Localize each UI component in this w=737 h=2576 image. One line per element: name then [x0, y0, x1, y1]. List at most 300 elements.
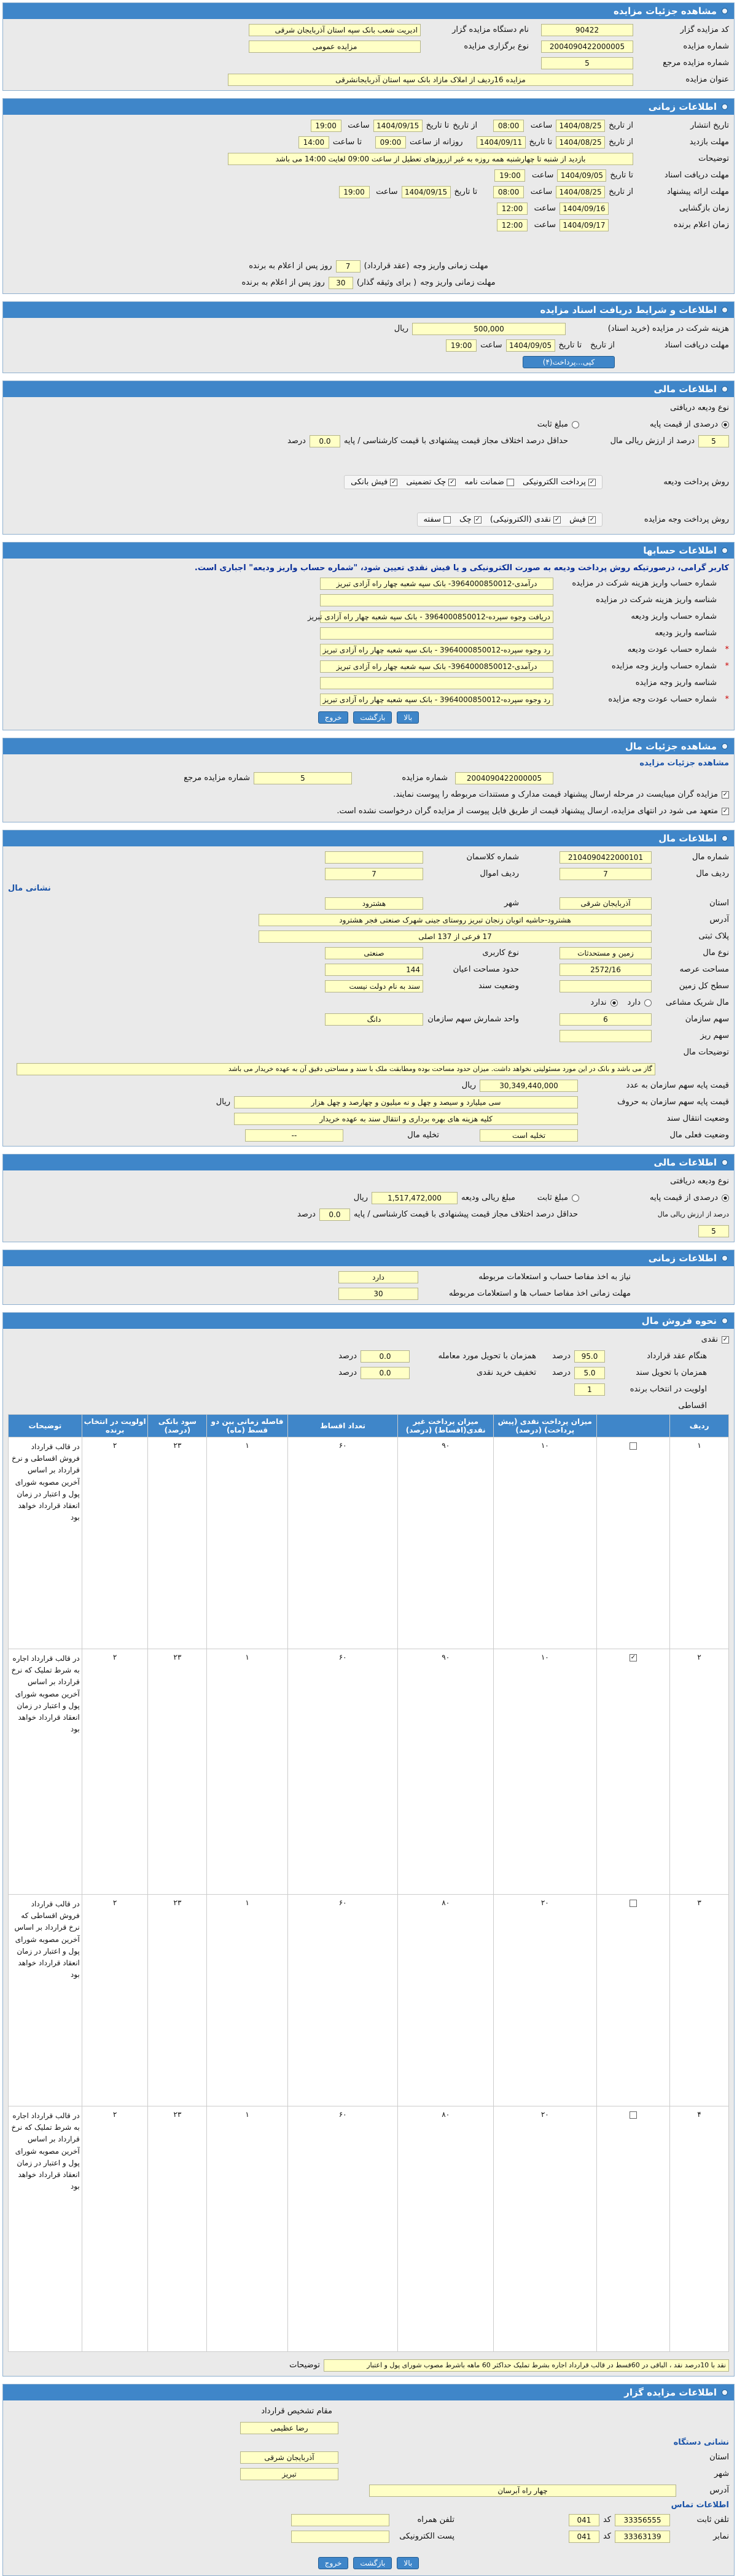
- bank-profit: ۲۳: [148, 1437, 207, 1649]
- label: روش پرداخت ودیعه: [663, 478, 729, 487]
- bank-profit: ۲۳: [148, 1649, 207, 1895]
- row-description: در قالب قرارداد اجاره به شرط تملیک که نرخ قرارداد بر اساس آخرین مصوبه شورای پول و اعتبار در زمان انعقاد قرارداد خواهد بود: [9, 1649, 82, 1895]
- min-diff-field: 0.0: [310, 435, 340, 447]
- label: درصد: [338, 1368, 357, 1377]
- label: روش پرداخت وجه مزایده: [644, 515, 729, 524]
- return-button[interactable]: بازگشت: [353, 711, 392, 724]
- label: ( برای وثیقه گذار): [356, 278, 417, 287]
- label: قیمت پایه سهم سازمان به حروف: [617, 1097, 729, 1107]
- item-financial-section: [2, 1154, 735, 1242]
- section-title: اطلاعات زمانی: [648, 101, 717, 112]
- city-field: هشترود: [325, 897, 423, 910]
- label: نوع ودیعه دریافتی: [670, 1177, 729, 1186]
- registry-plate-field: 17 فرعی از 137 اصلی: [259, 930, 652, 943]
- checkbox[interactable]: [443, 516, 451, 524]
- condition-text: متعهد می شود در انتهای مزایده، ارسال پیشنهاد قیمت از طریق فایل پیوست از مزایده گران درخواست نشده است.: [337, 806, 718, 816]
- section-bullet-icon: [722, 104, 728, 110]
- offer-from-date: 1404/08/25: [556, 186, 605, 198]
- section-bullet-icon: [722, 835, 728, 841]
- label: کد مزایده گزار: [680, 25, 729, 34]
- auction-details-section: [2, 2, 735, 91]
- label: شماره مزایده مرجع: [663, 58, 729, 68]
- item-info-section: [2, 830, 735, 1147]
- label: هزینه شرکت در مزایده (خرید اسناد): [607, 324, 729, 333]
- auctioneer-code-field: 90422: [541, 24, 633, 36]
- doc-conditions-section: [2, 301, 735, 373]
- doc-to-time: 19:00: [446, 339, 477, 352]
- section-bullet-icon: [722, 386, 728, 392]
- label: مهلت زمانی واریز وجه: [413, 261, 488, 271]
- label: سطح کل زمین: [679, 981, 729, 991]
- label: ساعت: [534, 220, 556, 230]
- clearance-deadline-field: 30: [338, 1288, 418, 1300]
- sale-account-field: درآمدی-3964000850012- بانک سپه شعبه چهار راه آزادی تبریز: [320, 660, 553, 673]
- priority: ۲: [82, 2106, 148, 2352]
- auction-number-field: 2004090422000005: [541, 41, 633, 53]
- label: توضیحات: [289, 2361, 320, 2370]
- section-title: اطلاعات مال: [658, 833, 717, 844]
- table-row: [9, 1895, 729, 2106]
- checkbox[interactable]: ✓: [391, 478, 397, 485]
- item-number-field: 2104090422000101: [560, 851, 652, 864]
- label: ساعت: [480, 341, 502, 350]
- label: ساعت: [534, 204, 556, 213]
- min-diff-field: 0.0: [319, 1209, 350, 1221]
- building-area-field: 144: [325, 964, 423, 976]
- shared-no-radio[interactable]: [610, 999, 618, 1007]
- label: تخلیه مال: [407, 1131, 439, 1140]
- section-title: مشاهده جزئیات مزایده: [613, 6, 717, 17]
- label: شماره حساب واریز هزینه شرکت در مزایده: [572, 579, 717, 588]
- label: شماره مال: [692, 853, 729, 862]
- column-header: [596, 1415, 670, 1437]
- checkbox[interactable]: ✓: [722, 791, 728, 798]
- label: روز پس از اعلام به برنده: [249, 261, 332, 271]
- sale-pay-methods: [417, 512, 602, 527]
- auction-type-field: مزایده عمومی: [249, 41, 421, 53]
- label: مهلت زمانی اخذ مفاصا حساب ها و استعلامات مربوطه: [448, 1289, 631, 1298]
- publish-to-date: 1404/09/15: [373, 120, 423, 132]
- label: روزانه از ساعت: [409, 137, 463, 147]
- financial-info-section: [2, 381, 735, 535]
- label: نقدی (الکترونیکی): [489, 515, 551, 524]
- label: شناسه واریز ودیعه: [655, 629, 717, 638]
- label: حداقل درصد اختلاف مجاز قیمت پیشنهادی با قیمت کارشناسی / پایه: [343, 436, 568, 446]
- doc-deadline-time: 19:00: [494, 169, 525, 182]
- label: حدود مساحت اعیان: [453, 965, 519, 974]
- label: مبلغ ثابت: [537, 420, 568, 429]
- label: مبلغ ریالی ودیعه: [461, 1193, 515, 1202]
- label: تا ساعت: [332, 137, 362, 147]
- label: شهر: [714, 2469, 729, 2478]
- label: ریال: [461, 1081, 476, 1090]
- top-button[interactable]: بالا: [397, 2557, 419, 2569]
- label: درصد از ارزش ریالی مال: [657, 1210, 729, 1218]
- label: نوع برگزاری مزایده: [464, 42, 529, 51]
- deposit-fixed-radio[interactable]: [572, 421, 579, 428]
- visit-daily-from: 09:00: [375, 136, 406, 149]
- label: درصد: [297, 1210, 316, 1219]
- required-star-icon: *: [725, 645, 729, 654]
- column-header: توضیحات: [9, 1415, 82, 1437]
- label: پست الکترونیکی: [399, 2532, 454, 2541]
- checkbox[interactable]: [507, 479, 514, 486]
- label: عنوان مزایده: [685, 75, 729, 84]
- noncash-percent: ۹۰: [398, 1437, 494, 1649]
- publish-from-time: 08:00: [493, 120, 524, 132]
- label: مساحت عرصه: [679, 965, 729, 974]
- priority: ۲: [82, 1895, 148, 2106]
- installments-table: [8, 1414, 729, 2352]
- checkbox[interactable]: ✓: [630, 1654, 636, 1661]
- label: توضیحات: [698, 154, 729, 163]
- label: سهم سازمان: [685, 1015, 729, 1024]
- return-button[interactable]: بازگشت: [353, 2557, 392, 2569]
- section-title: اطلاعات مزایده گزار: [624, 2387, 717, 2398]
- noncash-percent: ۸۰: [398, 2106, 494, 2352]
- province-field: آذربایجان شرقی: [240, 2451, 338, 2464]
- address-field: هشترود-حاشیه اتوبان زنجان تبریز روستای جینی شهرک صنعتی فجر هشترود: [259, 914, 652, 926]
- label: ریال: [353, 1193, 368, 1202]
- total-area-field: [560, 980, 652, 992]
- announce-date: 1404/09/17: [560, 219, 609, 231]
- deposit-percent-field: 5: [698, 1225, 729, 1237]
- delivery-percent-field: 0.0: [361, 1350, 410, 1363]
- label: تا تاریخ: [558, 341, 582, 350]
- exit-button[interactable]: خروج: [318, 711, 349, 724]
- doc-to-date: 1404/09/05: [506, 339, 555, 352]
- column-header: اولویت در انتخاب برنده: [82, 1415, 148, 1437]
- item-details-section: [2, 738, 735, 822]
- noncash-percent: ۹۰: [398, 1649, 494, 1895]
- label: اولویت در انتخاب برنده: [630, 1385, 707, 1394]
- auction-subject-field: مزایده 16ردیف از املاک مازاد بانک سپه استان آذربایجانشرقی: [228, 74, 633, 86]
- section-bullet-icon: [722, 1318, 728, 1324]
- publish-to-time: 19:00: [311, 120, 341, 132]
- label: مهلت دریافت اسناد: [664, 341, 729, 350]
- offer-to-date: 1404/09/15: [402, 186, 451, 198]
- label: درصد: [338, 1352, 357, 1361]
- label: مهلت دریافت اسناد: [664, 171, 729, 180]
- label: کد: [602, 2532, 611, 2541]
- section-bullet-icon: [722, 743, 728, 749]
- sale-id-field: [320, 677, 553, 689]
- label: همزمان با تحویل سند: [636, 1368, 707, 1377]
- label: از تاریخ: [590, 341, 615, 350]
- label: ندارد: [590, 998, 607, 1007]
- label: شناسه واریز هزینه شرکت در مزایده: [596, 595, 717, 605]
- label: مهلت زمانی واریز وجه: [420, 278, 496, 287]
- item-time-section: [2, 1250, 735, 1305]
- deposit-percent-radio[interactable]: [722, 421, 729, 428]
- accounts-section: [2, 542, 735, 730]
- label: شماره حساب واریز وجه مزایده: [611, 662, 717, 671]
- installment-gap: ۱: [207, 1649, 288, 1895]
- contract-percent-field: 95.0: [574, 1350, 605, 1363]
- section-title: اطلاعات مالی: [653, 384, 717, 395]
- installment-gap: ۱: [207, 1437, 288, 1649]
- checkbox[interactable]: ✓: [589, 516, 595, 523]
- subsection-title: مشاهده جزئیات مزایده: [639, 759, 729, 768]
- bank-profit: ۲۳: [148, 1895, 207, 2106]
- label: شهر: [504, 899, 519, 908]
- contract-authority-field: رضا عظیمی: [240, 2422, 338, 2434]
- mobile-field: [291, 2514, 389, 2526]
- label: وضعیت فعلی مال: [669, 1131, 729, 1140]
- class-number-field: [325, 851, 423, 864]
- label: نیاز به اخذ مفاصا حساب و استعلامات مربوطه: [478, 1272, 631, 1282]
- checkbox[interactable]: ✓: [475, 516, 481, 523]
- label: کد: [602, 2515, 611, 2524]
- sale-return-field: رد وجوه سپرده-3964000850012 - بانک سپه شعبه چهار راه آزادی تبریز: [320, 694, 553, 706]
- fax-field: 33363139: [615, 2531, 670, 2543]
- publish-from-date: 1404/08/25: [556, 120, 605, 132]
- current-status-field: تخلیه است: [480, 1129, 578, 1142]
- clearance-needed-field: دارد: [338, 1271, 418, 1283]
- visit-daily-to: 14:00: [298, 136, 329, 149]
- sale-notes-field: نقد با 10درصد نقد ، الباقی در 60قسط در قالب قرارداد اجاره بشرط تملیک حداکثر 60 ماهه باشرط مصوب شورای پول و اعتبار: [324, 2359, 729, 2372]
- label: شماره حساب عودت ودیعه: [627, 645, 717, 654]
- row-description: در قالب قرارداد فروش اقساطی و نرخ قرارداد بر اساس آخرین مصوبه شورای پول و اعتبار در زمان انعقاد قرارداد خواهد بود: [9, 1437, 82, 1649]
- opening-time: 12:00: [497, 203, 528, 215]
- sub-share-field: [560, 1030, 652, 1042]
- section-title: اطلاعات و شرایط دریافت اسناد مزایده: [540, 304, 717, 315]
- row-number: ۳: [670, 1895, 729, 2106]
- label: شماره مزایده: [402, 773, 448, 783]
- copy-payment-button[interactable]: کپی...پرداخت(۴): [523, 356, 615, 368]
- offer-from-time: 08:00: [493, 186, 524, 198]
- usage-type-field: صنعتی: [325, 947, 423, 959]
- announce-time: 12:00: [497, 219, 528, 231]
- column-header: سود بانکی (درصد): [148, 1415, 207, 1437]
- label: تلفن همراه: [417, 2515, 454, 2524]
- section-title: نحوه فروش مال: [641, 1315, 717, 1326]
- installment-count: ۶۰: [287, 2106, 398, 2352]
- visit-to-date: 1404/09/11: [477, 136, 526, 149]
- share-unit-field: دانگ: [325, 1013, 423, 1026]
- label: نمابر: [713, 2532, 729, 2541]
- label: سفته: [423, 515, 441, 524]
- row-number: ۴: [670, 2106, 729, 2352]
- label: از تاریخ: [609, 121, 633, 130]
- deed-status-field: سند به نام دولت نیست: [325, 980, 423, 992]
- label: درصد: [552, 1352, 571, 1361]
- label: آدرس: [709, 915, 729, 924]
- item-type-field: زمین و مستحدثات: [560, 947, 652, 959]
- accounts-notice: کاربر گرامی، درصورتیکه روش پرداخت ودیعه به صورت الکترونیکی و یا فیش نقدی تعیین شود، "شماره حساب واریز ودیعه" اجباری است.: [194, 563, 729, 573]
- org-name-field: ادیریت شعب بانک سپه استان آذربایجان شرقی: [249, 24, 421, 36]
- ref-number-field: 5: [541, 57, 633, 69]
- checkbox[interactable]: ✓: [554, 516, 560, 523]
- province-field: آذربایجان شرقی: [560, 897, 652, 910]
- noncash-percent: ۸۰: [398, 1895, 494, 2106]
- cash-percent: ۱۰: [494, 1437, 597, 1649]
- sale-method-section: [2, 1312, 735, 2377]
- label: مهلت بازدید: [689, 137, 729, 147]
- label: درصد از ارزش ریالی مال: [610, 436, 695, 446]
- label: شناسه واریز وجه مزایده: [635, 678, 717, 687]
- ref-number-field: 5: [254, 772, 352, 784]
- section-title: اطلاعات مالی: [653, 1157, 717, 1168]
- label: زمان بازگشایی: [679, 204, 729, 213]
- label: دارد: [627, 998, 641, 1007]
- deposit-percent-radio[interactable]: [722, 1194, 729, 1202]
- label: ساعت: [532, 171, 554, 180]
- section-bullet-icon: [722, 547, 728, 554]
- table-row: [9, 2106, 729, 2352]
- subsection-title: اطلاعات تماس: [671, 2501, 729, 2510]
- label: ساعت: [530, 121, 553, 130]
- label: ریال: [216, 1097, 230, 1107]
- label: استان: [709, 2453, 729, 2462]
- label: وضعیت سند: [478, 981, 519, 991]
- label: وضعیت انتقال سند: [666, 1114, 729, 1123]
- row-number: ۲: [670, 1649, 729, 1895]
- label: شماره مزایده: [683, 42, 729, 51]
- label: حداقل درصد اختلاف مجاز قیمت پیشنهادی با قیمت کارشناسی / پایه: [353, 1210, 578, 1219]
- deposit-pay-methods: [344, 475, 602, 489]
- condition-text: مزایده گران میبایست در مرحله ارسال پیشنهاد قیمت مدارک و مستندات مربوطه را پیوست نمایند.: [393, 790, 718, 799]
- label: ریال: [394, 324, 408, 333]
- label: تلفن ثابت: [696, 2515, 729, 2524]
- table-row: [9, 1649, 729, 1895]
- label: ساعت: [348, 121, 370, 130]
- checkbox[interactable]: [630, 2111, 637, 2119]
- priority-field: 1: [574, 1383, 605, 1396]
- section-title: اطلاعات حسابها: [643, 545, 717, 556]
- opening-date: 1404/09/16: [560, 203, 609, 215]
- auction-number-field: 2004090422000005: [455, 772, 553, 784]
- label: تا تاریخ: [529, 137, 553, 147]
- checkbox[interactable]: ✓: [722, 1336, 728, 1343]
- phone-code-field: 041: [569, 2514, 599, 2526]
- deposit-account-field: دریافت وجوه سپرده-3964000850012 - بانک سپه شعبه چهار راه آزادی تبریز: [320, 611, 553, 623]
- label: زمان اعلام برنده: [673, 220, 729, 230]
- label: درصدی از قیمت پایه: [650, 1193, 718, 1202]
- visit-from-date: 1404/08/25: [556, 136, 605, 149]
- vacate-field: --: [245, 1129, 343, 1142]
- deposit-amount-field: 1,517,472,000: [372, 1192, 458, 1204]
- section-title: مشاهده جزئیات مال: [625, 741, 717, 752]
- label: از تاریخ: [609, 137, 633, 147]
- label: درصد: [552, 1368, 571, 1377]
- transfer-status-field: کلیه هزینه های بهره برداری و انتقال سند به عهده خریدار: [234, 1113, 578, 1125]
- label: ساعت: [530, 187, 553, 196]
- fax-code-field: 041: [569, 2531, 599, 2543]
- row-number: ۱: [670, 1437, 729, 1649]
- label: پرداخت الکترونیکی: [523, 478, 586, 487]
- deposit-return-field: رد وجوه سپرده-3964000850012 - بانک سپه شعبه چهار راه آزادی تبریز: [320, 644, 553, 656]
- base-price-field: 30,349,440,000: [480, 1080, 578, 1092]
- subsection-title: نشانی دستگاه: [673, 2438, 729, 2447]
- item-row-field: 7: [560, 868, 652, 880]
- section-title: اطلاعات زمانی: [648, 1253, 717, 1264]
- label: تخفیف خرید نقدی: [476, 1368, 536, 1377]
- label: فیش: [569, 515, 586, 524]
- doc-fee-field: 500,000: [412, 323, 566, 335]
- checkbox[interactable]: [630, 1900, 637, 1907]
- label: مال شریک مشاعی: [665, 998, 729, 1007]
- email-field: [291, 2531, 389, 2543]
- section-bullet-icon: [722, 1159, 728, 1166]
- installment-count: ۶۰: [287, 1437, 398, 1649]
- label: نام دستگاه مزایده گزار: [452, 25, 529, 34]
- label: ردیف اموال: [480, 869, 519, 878]
- cash-percent: ۲۰: [494, 2106, 597, 2352]
- bank-profit: ۲۳: [148, 2106, 207, 2352]
- label: هنگام عقد قرارداد: [647, 1352, 707, 1361]
- shared-yes-radio[interactable]: [644, 999, 652, 1007]
- visit-description: بازدید از شنبه تا چهارشنبه همه روزه به غیر ازروزهای تعطیل از ساعت 09:00 لغایت 14:00 می باشد: [228, 153, 633, 165]
- discount-field: 0.0: [361, 1367, 410, 1379]
- time-info-section: [2, 98, 735, 294]
- section-bullet-icon: [722, 8, 728, 14]
- label: مهلت ارائه پیشنهاد: [666, 187, 729, 196]
- fee-account-field: درآمدی-3964000850012- بانک سپه شعبه چهار راه آزادی تبریز: [320, 578, 553, 590]
- label: ضمانت نامه: [464, 478, 504, 487]
- label: درصد: [287, 436, 306, 446]
- doc-deadline-date: 1404/09/05: [557, 169, 606, 182]
- top-button[interactable]: بالا: [397, 711, 419, 724]
- label: مقام تشخیص قرارداد: [261, 2407, 332, 2416]
- label: شماره حساب عودت وجه مزایده: [608, 695, 717, 704]
- land-area-field: 2572/16: [560, 964, 652, 976]
- priority: ۲: [82, 1437, 148, 1649]
- label: ساعت: [376, 187, 398, 196]
- section-bullet-icon: [722, 1255, 728, 1261]
- label: شماره کلاسمان: [466, 853, 519, 862]
- label: از تاریخ: [453, 121, 478, 130]
- row-description: در قالب قرارداد فروش اقساطی که نرخ قرارداد بر اساس آخرین مصوبه شورای پول و اعتبار در زمان انعقاد قرارداد خواهد بود: [9, 1895, 82, 2106]
- label: همزمان با تحویل مورد معامله: [438, 1352, 536, 1361]
- deposit-id-field: [320, 627, 553, 640]
- checkbox[interactable]: ✓: [450, 478, 455, 485]
- checkbox[interactable]: [630, 1442, 637, 1450]
- asset-row-field: 7: [325, 868, 423, 880]
- section-bullet-icon: [722, 307, 728, 313]
- item-description-field: گاز می باشد و بانک در این مورد مسئولیتی نخواهد داشت. میزان حدود مساحت بوده ومطابقت ملک با سند و مساحتی دقیق آن به عهده خریدار می باشد: [17, 1063, 655, 1075]
- checkbox[interactable]: ✓: [589, 478, 595, 485]
- installment-gap: ۱: [207, 1895, 288, 2106]
- base-price-text-field: سی میلیارد و سیصد و چهل و نه میلیون و چهارصد و چهل هزار: [234, 1096, 578, 1108]
- section-bullet-icon: [722, 2389, 728, 2396]
- exit-button[interactable]: خروج: [318, 2557, 349, 2569]
- phone-field: 33356555: [615, 2514, 670, 2526]
- label: اقساطی: [678, 1401, 707, 1410]
- label: نقدی: [701, 1335, 718, 1344]
- fee-id-field: [320, 594, 553, 606]
- label: چک تضمینی: [406, 478, 446, 487]
- label: از تاریخ: [609, 187, 633, 196]
- label: نوع مال: [703, 948, 729, 957]
- label: پلاک ثبتی: [698, 932, 729, 941]
- required-star-icon: *: [725, 662, 729, 671]
- priority: ۲: [82, 1649, 148, 1895]
- address-field: چهار راه آبرسان: [369, 2485, 676, 2497]
- label: چک: [459, 515, 472, 524]
- installment-count: ۶۰: [287, 1649, 398, 1895]
- column-header: میزان پرداخت نقدی (پیش پرداخت) (درصد): [494, 1415, 597, 1437]
- auctioneer-info-section: [2, 2384, 735, 2576]
- deposit-percent-field: 5: [698, 435, 729, 447]
- installment-count: ۶۰: [287, 1895, 398, 2106]
- label: توضیحات مال: [683, 1048, 729, 1057]
- checkbox[interactable]: ✓: [722, 807, 728, 814]
- deposit-fixed-radio[interactable]: [572, 1194, 579, 1202]
- label: شماره حساب واریز ودیعه: [631, 612, 717, 621]
- org-share-field: 6: [560, 1013, 652, 1026]
- subsection-title: نشانی مال: [8, 884, 51, 893]
